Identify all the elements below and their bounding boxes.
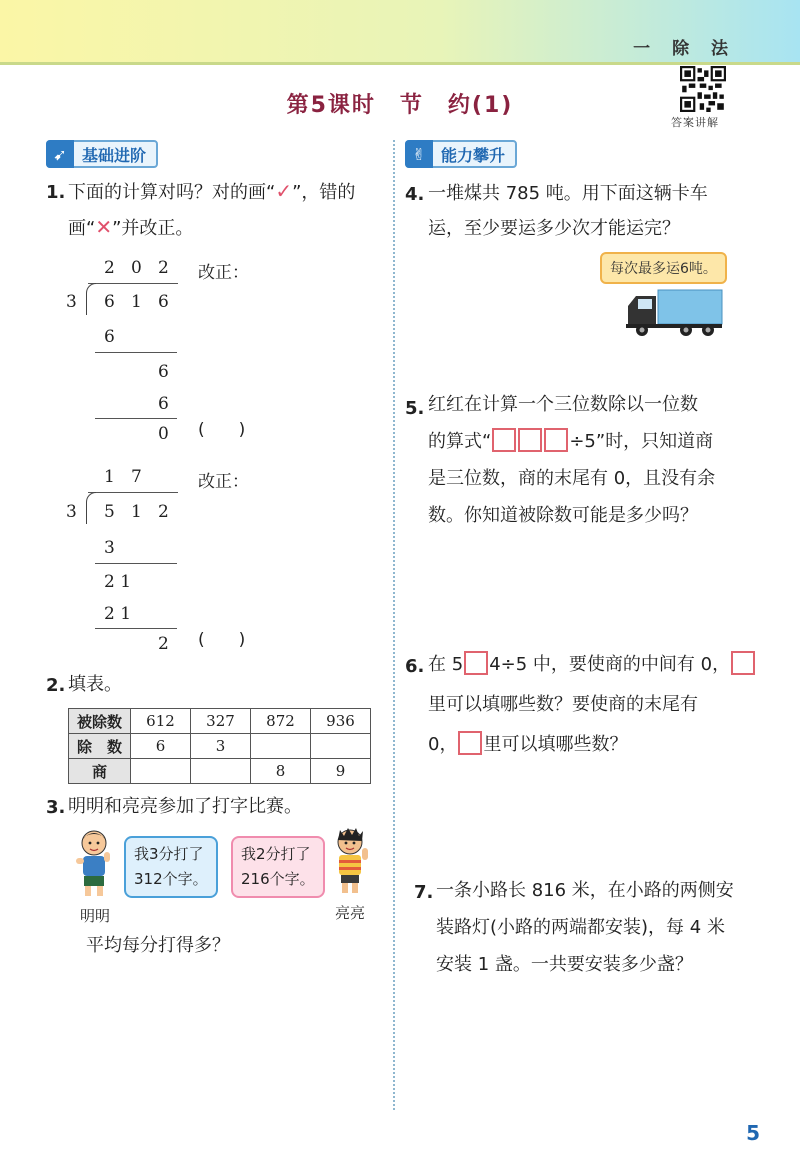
dividend-digit: 1 [131,502,142,522]
q3-text: 明明和亮亮参加了打字比赛。 [68,796,302,817]
remainder: 2 [158,634,169,654]
table-row [69,759,371,784]
question-number: 6. [405,656,425,677]
q1-line2-b: ”并改正。 [112,218,194,239]
q6-line1-a: 在 5 [428,654,464,675]
bubble-line: 312个字。 [134,870,208,888]
qr-caption: 答案讲解 [671,116,719,129]
question-number: 4. [405,184,425,205]
climber-icon: ✌ [405,140,433,168]
row-header: 商 [69,759,131,784]
boy-mingming-icon [72,828,116,900]
step-line [95,563,177,564]
q6-line1-b: 4÷5 中，要使商的中间有 0， [489,654,731,675]
step-value: 6 [104,327,115,347]
step-line [95,628,177,629]
digit-box[interactable] [492,428,516,452]
truck-icon [624,288,724,338]
remainder: 0 [158,424,169,444]
answer-parentheses[interactable]: ( ) [198,420,246,440]
divisor: 3 [66,292,77,312]
q5-line1: 红红在计算一个三位数除以一位数 [428,394,698,415]
q4-line1: 一堆煤共 785 吨。用下面这辆卡车 [428,183,708,204]
q5-line3: 是三位数，商的末尾有 0，且没有余 [428,468,716,489]
q5-line2-b: ÷5”时，只知道商 [569,431,714,452]
quotient-digit: 2 [158,258,169,278]
q7-line1: 一条小路长 816 米，在小路的两侧安 [436,880,734,901]
question-number: 1. [46,182,66,203]
q2-text: 填表。 [68,674,122,695]
step-value: 2 1 [104,604,132,624]
question-number: 5. [405,398,425,419]
division-bracket [86,283,96,315]
question-number: 7. [414,882,434,903]
table-cell: 872 [251,709,311,734]
answer-parentheses[interactable]: ( ) [198,630,246,650]
cross-mark-icon: ✕ [95,215,113,239]
step-line [95,418,177,419]
question-number: 3. [46,797,66,818]
name-liangliang: 亮亮 [335,904,366,922]
dividend-digit: 6 [104,292,115,312]
boy-liangliang-icon [330,828,374,896]
division-bar [88,283,178,284]
table-cell: 936 [311,709,371,734]
dividend-digit: 5 [104,502,115,522]
q5-line2-a: 的算式“ [428,431,492,452]
section-tag-advanced [405,140,517,168]
step-value: 6 [158,362,169,382]
q7-line3: 安装 1 盏。一共要安装多少盏？ [436,954,693,975]
step-value: 6 [158,394,169,414]
bubble-line: 216个字。 [241,870,315,888]
q4-text [428,176,758,246]
q5-text [428,386,768,534]
q1-line1 [68,174,388,210]
q7-text [436,872,776,983]
dividend-digit: 2 [158,502,169,522]
divisor: 3 [66,502,77,522]
row-header: 被除数 [69,709,131,734]
quotient-digit: 1 [104,467,115,487]
q6-line3-b: 里可以填哪些数？ [483,734,628,755]
bubble-line: 我2分打了 [241,845,311,863]
section-tag-basic [46,140,158,168]
q6-text [428,645,768,765]
digit-box[interactable] [544,428,568,452]
truck-capacity-bubble: 每次最多运6吨。 [600,252,727,284]
name-mingming: 明明 [80,907,111,925]
step-value: 2 1 [104,572,132,592]
column-divider [393,140,395,1110]
correction-label: 改正： [198,263,249,283]
table-row [69,734,371,759]
table-cell: 327 [191,709,251,734]
q6-line3-a: 0， [428,734,458,755]
dividend-digit: 6 [158,292,169,312]
table-cell: 9 [311,759,371,784]
q1-text [68,174,388,246]
table-row [69,709,371,734]
table-cell-blank[interactable] [131,759,191,784]
section-label: 一 除 法 [633,39,736,59]
q1-line1-b: ”，错的 [292,182,356,203]
digit-box[interactable] [464,651,488,675]
division-bar [88,492,178,493]
bubble-line: 我3分打了 [134,845,204,863]
q6-line3 [428,725,768,765]
lesson-title: 第5课时 节 约(1) [286,93,514,118]
digit-box[interactable] [731,651,755,675]
table-cell: 8 [251,759,311,784]
header-rule [0,62,800,65]
table-cell-blank[interactable] [311,734,371,759]
q5-line4: 数。你知道被除数可能是多少吗？ [428,505,698,526]
page-number: 5 [746,1121,760,1145]
speech-bubble-liangliang [231,836,325,898]
step-value: 3 [104,538,115,558]
q7-line2: 装路灯(小路的两端都安装)，每 4 米 [436,917,725,938]
table-cell-blank[interactable] [191,759,251,784]
table-cell: 3 [191,734,251,759]
fill-table [68,708,371,784]
runner-icon: ➹ [46,140,74,168]
quotient-digit: 0 [131,258,142,278]
division-bracket [86,492,96,524]
q6-line1 [428,645,768,685]
table-cell: 6 [131,734,191,759]
question-number: 2. [46,675,66,696]
quotient-digit: 7 [131,467,142,487]
q5-line2 [428,423,768,460]
step-line [95,352,177,353]
quotient-digit: 2 [104,258,115,278]
dividend-digit: 1 [131,292,142,312]
q3-question: 平均每分打得多？ [86,935,230,956]
q4-line2: 运，至少要运多少次才能运完？ [428,218,680,239]
digit-box[interactable] [518,428,542,452]
check-mark-icon: ✓ [275,179,293,203]
correction-label: 改正： [198,472,249,492]
q1-line2-a: 画“ [68,218,96,239]
digit-box[interactable] [458,731,482,755]
speech-bubble-mingming [124,836,218,898]
section-tag-label: 能力攀升 [441,145,506,165]
table-cell-blank[interactable] [251,734,311,759]
section-tag-label: 基础进阶 [82,145,147,165]
q1-line1-a: 下面的计算对吗？对的画“ [68,182,276,203]
q6-line2: 里可以填哪些数？要使商的末尾有 [428,694,698,715]
row-header: 除 数 [69,734,131,759]
table-cell: 612 [131,709,191,734]
q1-line2 [68,210,388,246]
